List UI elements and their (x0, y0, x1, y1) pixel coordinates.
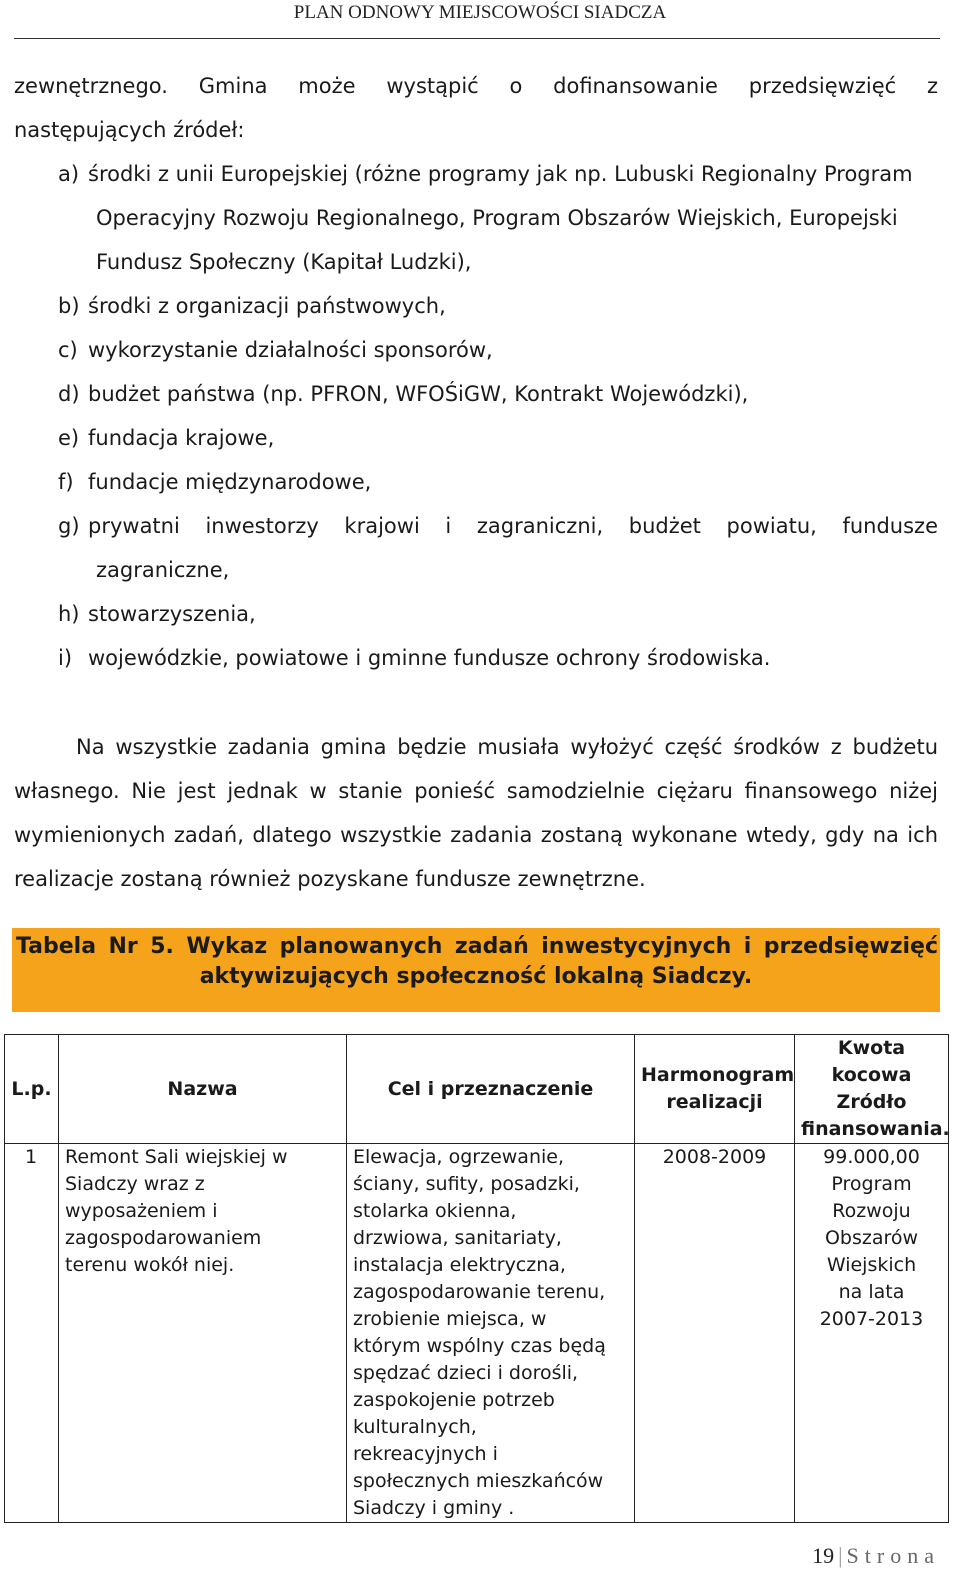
list-letter: d) (58, 382, 80, 406)
list-text: prywatni inwestorzy krajowi i zagraniczni, budżet powiatu, fundusze (88, 514, 938, 538)
list-text: budżet państwa (np. PFRON, WFOŚiGW, Kontrakt Wojewódzki), (88, 382, 749, 406)
list-item-e (58, 424, 938, 452)
cell-line: Remont Sali wiejskiej w (65, 1146, 288, 1168)
paragraph-line-4: realizacje zostaną również pozyskane fundusze zewnętrzne. (14, 867, 646, 891)
cell-cel (347, 1144, 635, 1523)
cell-kwota (795, 1144, 949, 1523)
table-row (5, 1144, 949, 1523)
table-title-line-2: aktywizujących społeczność lokalną Siadczy. (199, 964, 753, 989)
cell-line: Elewacja, ogrzewanie, (353, 1146, 564, 1168)
cell-line: na lata (838, 1281, 905, 1303)
paragraph-line-3: wymienionych zadań, dlatego wszystkie zadania zostaną wykonane wtedy, gdy na ich (14, 823, 938, 847)
list-item-i (58, 644, 938, 672)
list-text: stowarzyszenia, (88, 602, 256, 626)
list-item-a (58, 160, 938, 188)
table-header-row (5, 1035, 949, 1144)
cell-line: rekreacyjnych i (353, 1443, 498, 1465)
list-text: fundacje międzynarodowe, (88, 470, 372, 494)
cell-line: Wiejskich (826, 1254, 917, 1276)
list-item-f (58, 468, 938, 496)
list-letter: a) (58, 162, 80, 186)
cell-line: Siadczy wraz z (65, 1173, 205, 1195)
header-kwota-line: Kwota kocowa (831, 1037, 912, 1086)
cell-line: drzwiowa, sanitariaty, (353, 1227, 562, 1249)
investment-table (4, 1034, 949, 1523)
list-item-a-cont-1: Operacyjny Rozwoju Regionalnego, Program Obszarów Wiejskich, Europejski (96, 206, 898, 230)
header-harmonogram (635, 1035, 795, 1144)
list-letter: i) (58, 646, 73, 670)
cell-harmonogram: 2008-2009 (635, 1144, 795, 1523)
cell-line: 2007-2013 (819, 1308, 924, 1330)
paragraph-line-1: Na wszystkie zadania gmina będzie musiała wyłożyć część środków z budżetu (76, 735, 938, 759)
footer-label: Strona (846, 1543, 940, 1568)
list-letter: h) (58, 602, 80, 626)
page-header-title: PLAN ODNOWY MIEJSCOWOŚCI SIADCZA (293, 2, 667, 23)
list-item-h (58, 600, 938, 628)
cell-lp: 1 (5, 1144, 59, 1523)
table-title-box (12, 928, 940, 1012)
page-footer (812, 1543, 940, 1569)
header-kwota-line: Zródło (836, 1091, 907, 1113)
list-text: środki z organizacji państwowych, (88, 294, 446, 318)
cell-line: zagospodarowanie terenu, (353, 1281, 606, 1303)
cell-line: Siadczy i gminy . (353, 1497, 515, 1519)
cell-line: spędzać dzieci i dorośli, (353, 1362, 579, 1384)
list-letter: b) (58, 294, 80, 318)
cell-line: zrobienie miejsca, w (353, 1308, 547, 1330)
list-item-a-cont-2: Fundusz Społeczny (Kapitał Ludzki), (96, 250, 472, 274)
header-nazwa: Nazwa (59, 1035, 347, 1144)
header-harmonogram-line: realizacji (666, 1091, 763, 1113)
cell-line: społecznych mieszkańców (353, 1470, 604, 1492)
header-kwota (795, 1035, 949, 1144)
cell-line: terenu wokół niej. (65, 1254, 235, 1276)
cell-line: stolarka okienna, (353, 1200, 517, 1222)
list-item-g-cont-1: zagraniczne, (96, 558, 230, 582)
header-harmonogram-line: Harmonogram (641, 1064, 795, 1086)
header-kwota-line: finansowania. (801, 1118, 950, 1140)
paragraph-line-2: własnego. Nie jest jednak w stanie ponieść samodzielnie ciężaru finansowego niżej (14, 779, 938, 803)
cell-nazwa (59, 1144, 347, 1523)
list-text: wykorzystanie działalności sponsorów, (88, 338, 493, 362)
header-rule (14, 38, 940, 39)
cell-line: kulturalnych, (353, 1416, 477, 1438)
list-letter: g) (58, 514, 80, 538)
header-cel: Cel i przeznaczenie (347, 1035, 635, 1144)
cell-line: Rozwoju (832, 1200, 911, 1222)
list-item-d (58, 380, 938, 408)
list-item-g (58, 512, 938, 540)
page-number: 19 (812, 1543, 835, 1568)
list-text: wojewódzkie, powiatowe i gminne fundusze ochrony środowiska. (88, 646, 771, 670)
cell-line: wyposażeniem i (65, 1200, 218, 1222)
cell-line: ściany, sufity, posadzki, (353, 1173, 580, 1195)
list-letter: f) (58, 470, 74, 494)
cell-line: Obszarów (824, 1227, 919, 1249)
cell-line: instalacja elektryczna, (353, 1254, 566, 1276)
cell-line: 99.000,00 (823, 1146, 920, 1168)
cell-line: zagospodarowaniem (65, 1227, 262, 1249)
list-item-c (58, 336, 938, 364)
table-title-line-1: Tabela Nr 5. Wykaz planowanych zadań inwestycyjnych i przedsięwzięć (16, 934, 938, 959)
header-lp: L.p. (5, 1035, 59, 1144)
cell-line: zaspokojenie potrzeb (353, 1389, 555, 1411)
list-letter: e) (58, 426, 80, 450)
footer-separator: | (838, 1543, 843, 1568)
list-item-b (58, 292, 938, 320)
cell-line: którym wspólny czas będą (353, 1335, 606, 1357)
list-text: fundacja krajowe, (88, 426, 275, 450)
list-letter: c) (58, 338, 78, 362)
intro-line-1: zewnętrznego. Gmina może wystąpić o dofinansowanie przedsięwzięć z (14, 74, 938, 98)
cell-line: Program (831, 1173, 912, 1195)
list-text: środki z unii Europejskiej (różne programy jak np. Lubuski Regionalny Program (88, 162, 913, 186)
intro-line-2: następujących źródeł: (14, 118, 245, 142)
